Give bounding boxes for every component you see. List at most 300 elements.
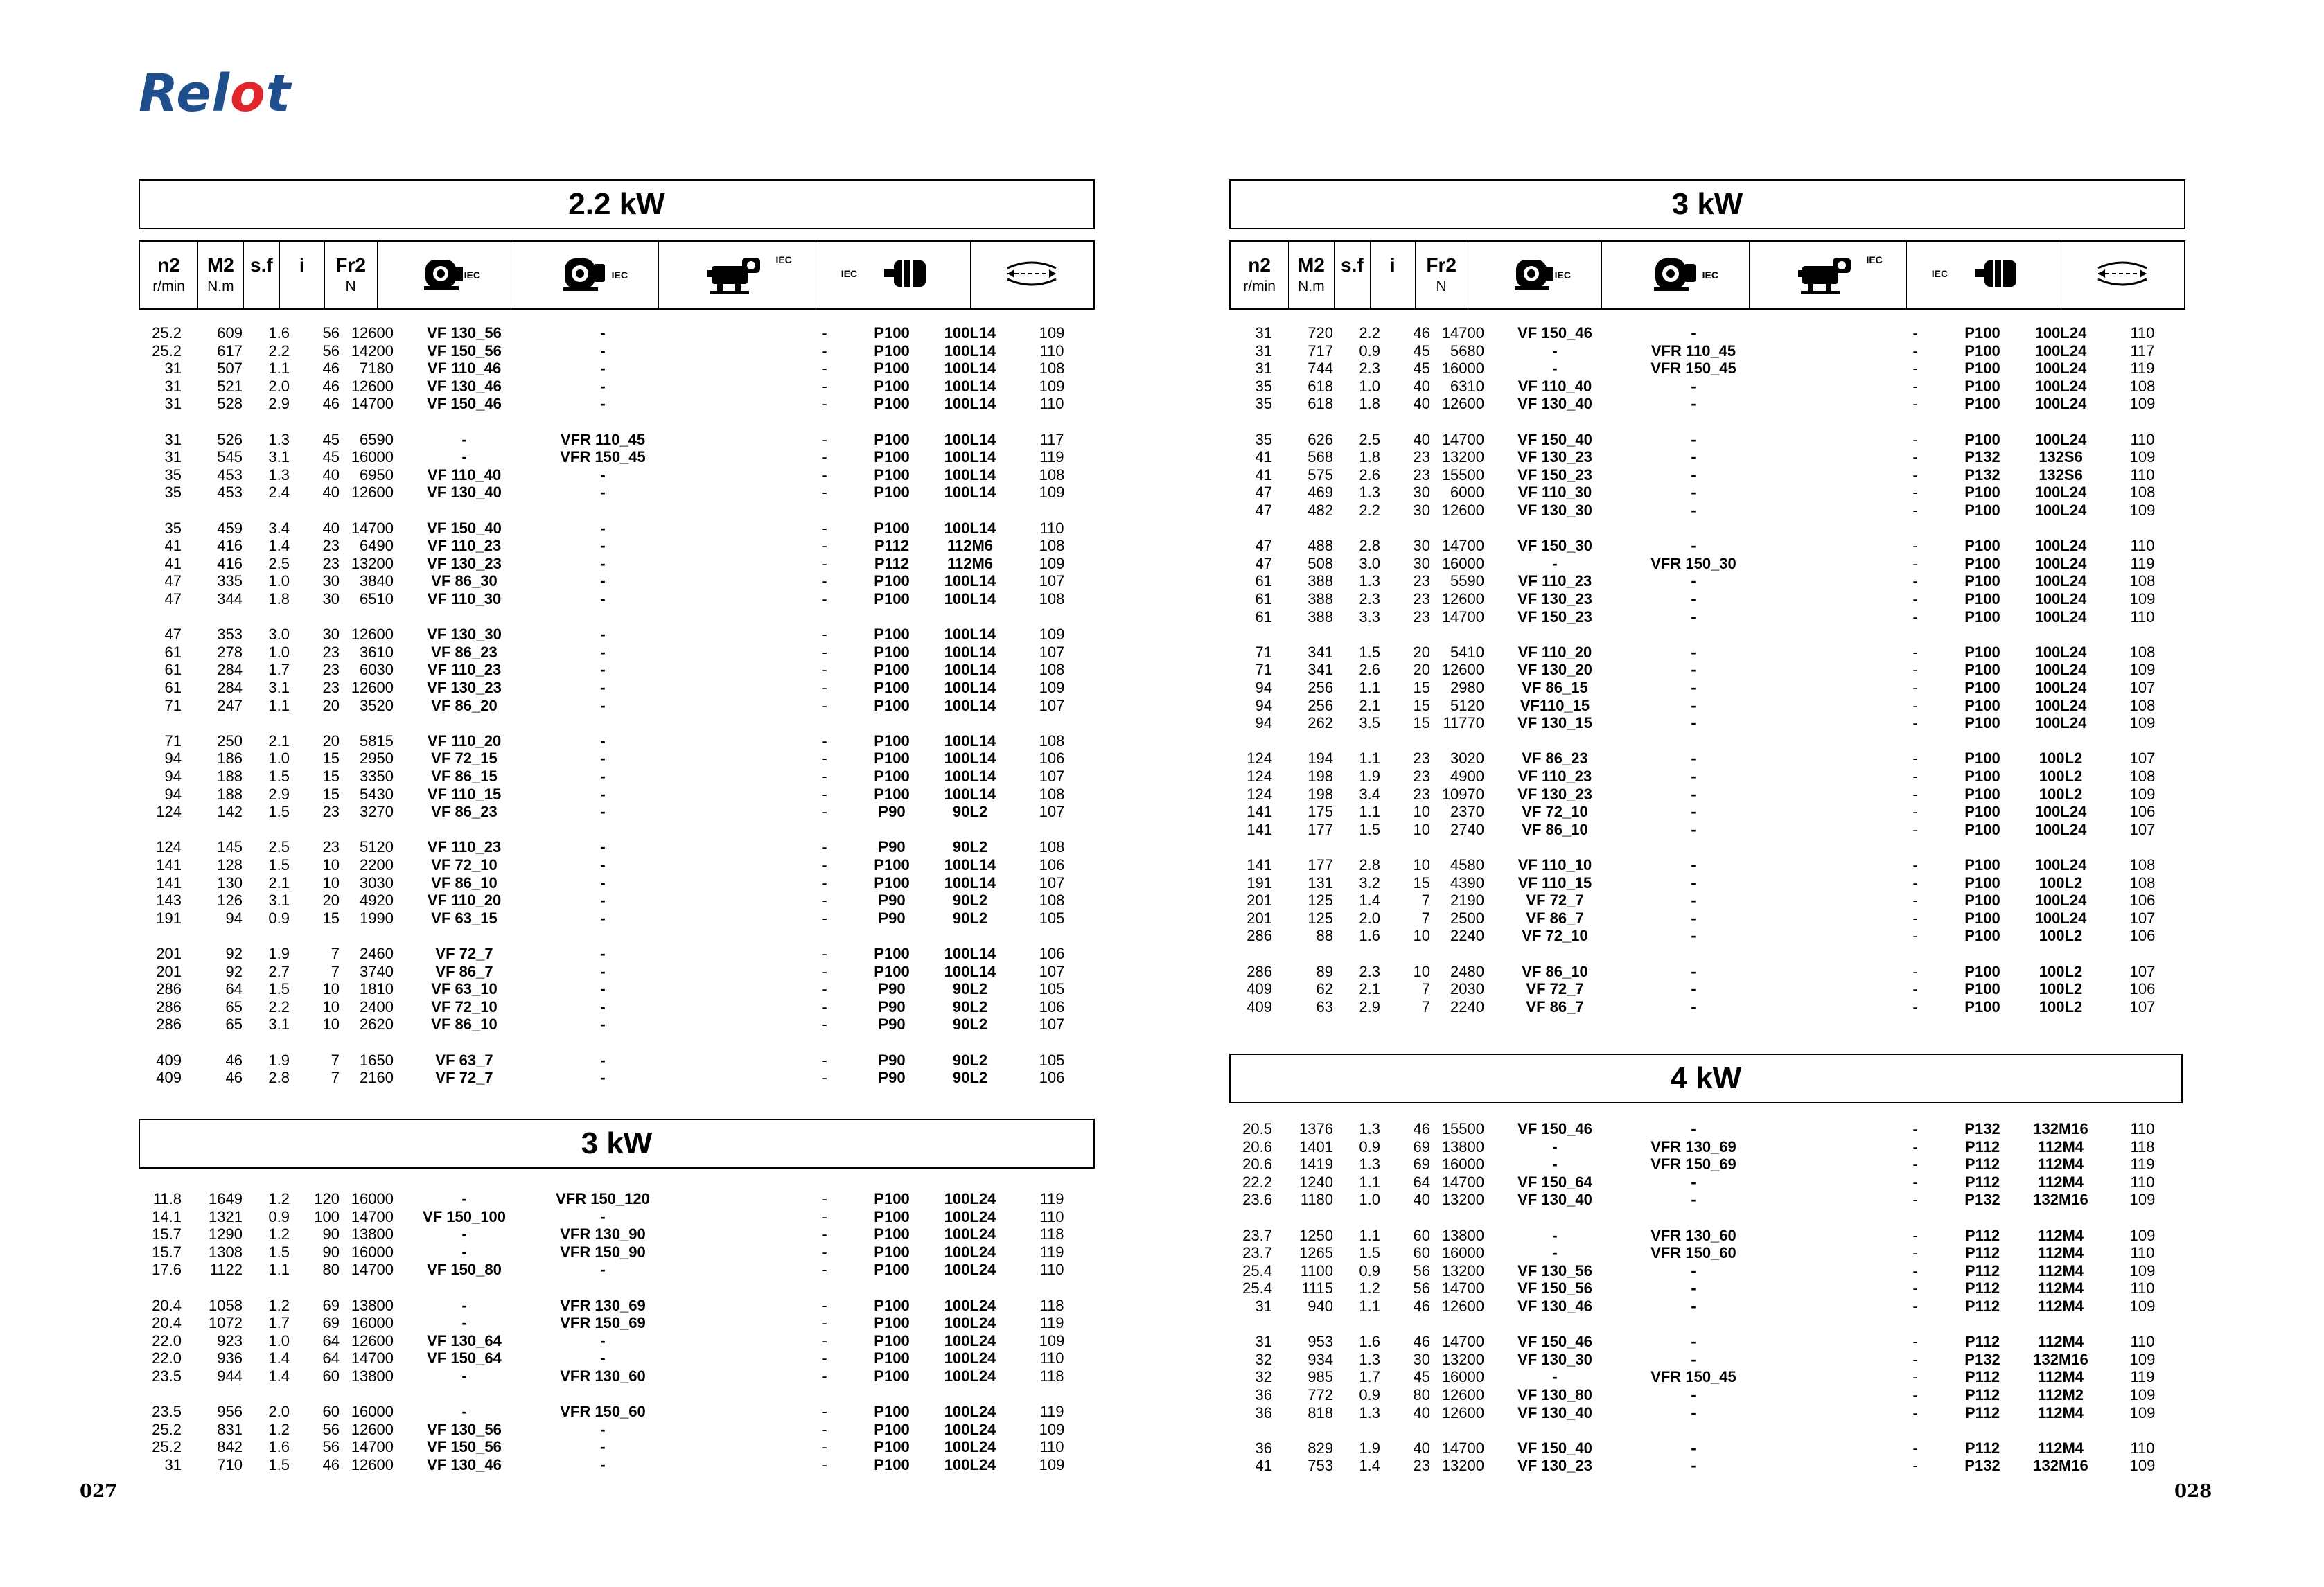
iec-flange-cell: P100 [874, 643, 910, 661]
n2-cell: 35 [164, 466, 182, 484]
fr2-cell: 5120 [1450, 696, 1484, 714]
m2-cell: 488 [1308, 537, 1333, 555]
page-ref-cell: 107 [1039, 874, 1065, 892]
n2-cell: 141 [156, 856, 182, 874]
foot-model-cell: - [822, 1403, 827, 1421]
motor-cell: 100L24 [2034, 714, 2087, 732]
ratio-symbol: i [299, 254, 305, 276]
table-row [1229, 360, 2183, 378]
fr2-cell: 13800 [1441, 1137, 1484, 1155]
sf-cell: 1.6 [268, 324, 290, 342]
page-ref-cell: 107 [2129, 750, 2156, 768]
vf-model-cell: VF 86_10 [431, 874, 498, 892]
n2-cell: 409 [156, 1051, 182, 1069]
n2-cell: 61 [1255, 608, 1272, 626]
motor-cell: 132M16 [2033, 1191, 2088, 1209]
ratio-cell: 23 [1413, 750, 1430, 768]
vfr-model-cell: - [1691, 679, 1696, 696]
iec-flange-cell: P100 [1964, 696, 2000, 714]
page-ref-cell: 110 [1039, 1438, 1064, 1456]
m2-cell: 831 [217, 1420, 243, 1438]
vfr-model-cell: - [1691, 1386, 1696, 1403]
table-row [139, 661, 1092, 679]
foot-model-cell: - [1912, 1333, 1918, 1351]
vf-model-cell: VF 150_100 [423, 1207, 506, 1225]
m2-cell: 126 [217, 892, 243, 910]
iec-flange-cell: P100 [874, 785, 910, 803]
vf-model-cell: VF 150_64 [427, 1349, 502, 1367]
foot-model-cell: - [822, 1207, 827, 1225]
motor-cell: 112M2 [2037, 1386, 2084, 1403]
sf-cell: 1.6 [1359, 927, 1380, 945]
vf-model-cell: VF 72_15 [431, 750, 498, 768]
ratio-cell: 45 [1413, 360, 1430, 378]
sf-symbol: s.f [250, 254, 273, 276]
m2-cell: 1419 [1299, 1155, 1333, 1173]
fr2-cell: 2500 [1450, 909, 1484, 927]
motor-cell: 100L24 [2034, 430, 2087, 448]
n2-cell: 61 [1255, 572, 1272, 590]
sf-cell: 1.5 [268, 1243, 290, 1261]
fr2-cell: 14700 [351, 1349, 394, 1367]
section-title-3kw-left: 3 kW [139, 1119, 1095, 1169]
page-ref-cell: 118 [1039, 1296, 1064, 1314]
table-row [1229, 750, 2183, 768]
fr2-cell: 14700 [351, 1261, 394, 1279]
page-ref-cell: 109 [1039, 626, 1065, 644]
foot-model-cell: - [1912, 360, 1918, 378]
motor-cell: 100L14 [944, 448, 996, 466]
motor-cell: 100L14 [944, 732, 996, 750]
page-ref-cell: 119 [2130, 360, 2155, 378]
n2-cell: 141 [1247, 803, 1272, 821]
page-ref-cell: 109 [1039, 377, 1065, 395]
m2-cell: 521 [217, 377, 243, 395]
m2-cell: 128 [217, 856, 243, 874]
motor-cell: 100L24 [2034, 590, 2087, 608]
n2-cell: 61 [164, 679, 182, 696]
m2-cell: 953 [1308, 1333, 1333, 1351]
fr2-cell: 2160 [360, 1069, 394, 1087]
sf-symbol: s.f [1341, 254, 1364, 276]
table-row [1229, 803, 2183, 821]
sf-cell: 0.9 [268, 1207, 290, 1225]
m2-symbol: M2 [1297, 254, 1325, 276]
motor-cell: 100L14 [944, 342, 996, 360]
ratio-cell: 7 [331, 1051, 340, 1069]
foot-model-cell: - [822, 696, 827, 714]
table-row [139, 1421, 1092, 1439]
ratio-cell: 7 [331, 1069, 340, 1087]
fr2-unit: N [345, 278, 356, 294]
n2-cell: 41 [164, 554, 182, 572]
vfr-model-cell: - [600, 1331, 606, 1349]
page-ref-cell: 119 [1039, 1403, 1064, 1421]
vf-model-cell: VF 130_56 [427, 1420, 502, 1438]
n2-cell: 17.6 [152, 1261, 182, 1279]
n2-cell: 22.0 [152, 1349, 182, 1367]
sf-cell: 2.5 [268, 838, 290, 856]
sf-cell: 1.3 [268, 430, 290, 448]
vfr-model-cell: VFR 150_69 [1650, 1155, 1736, 1173]
motor-cell: 100L24 [944, 1456, 996, 1473]
table-row [1229, 998, 2183, 1016]
foot-model-cell: - [822, 1367, 827, 1385]
motor-cell: 100L14 [944, 661, 996, 679]
table-row [139, 484, 1092, 502]
page-ref-cell: 109 [2129, 502, 2156, 519]
m2-cell: 198 [1308, 785, 1333, 803]
vf-model-cell: VF 72_10 [1522, 927, 1588, 945]
m2-cell: 1649 [209, 1190, 243, 1207]
table-row [1229, 1244, 2183, 1262]
motor-cell: 90L2 [952, 998, 988, 1016]
fr2-cell: 15500 [1441, 1120, 1484, 1137]
sf-cell: 2.8 [268, 1069, 290, 1087]
vfr-model-cell: - [1691, 785, 1696, 803]
fr2-cell: 12600 [1441, 661, 1484, 679]
fr2-cell: 16000 [1441, 1368, 1484, 1386]
foot-model-cell: - [822, 324, 827, 342]
foot-model-cell: - [822, 430, 827, 448]
vfr-model-cell: - [600, 892, 606, 910]
page-ref-cell: 109 [2129, 1191, 2156, 1209]
vfr-model-cell: - [1691, 608, 1696, 626]
iec-flange-cell: P90 [878, 1016, 906, 1034]
m2-cell: 416 [217, 554, 243, 572]
n2-cell: 47 [164, 572, 182, 590]
sf-cell: 1.9 [1359, 768, 1380, 785]
page-ref-cell: 110 [2130, 608, 2155, 626]
ratio-cell: 20 [1413, 661, 1430, 679]
vfr-model-cell: - [600, 395, 606, 413]
iec-flange-cell: P90 [878, 980, 906, 998]
motor-cell: 100L24 [2034, 502, 2087, 519]
motor-cell: 100L2 [2039, 998, 2083, 1016]
ratio-cell: 40 [322, 484, 340, 502]
page-ref-cell: 107 [1039, 1016, 1065, 1034]
table-row [139, 520, 1092, 538]
iec-flange-cell: P100 [874, 1243, 910, 1261]
page-ref-cell: 110 [2130, 466, 2155, 484]
m2-cell: 1321 [209, 1207, 243, 1225]
iec-flange-cell: P100 [874, 661, 910, 679]
fr2-cell: 13200 [1441, 1350, 1484, 1368]
m2-cell: 744 [1308, 360, 1333, 378]
vfr-model-cell: - [600, 643, 606, 661]
table-row [139, 537, 1092, 555]
fr2-cell: 2190 [1450, 892, 1484, 910]
table-row [1229, 1155, 2183, 1173]
vf-model-cell: VF 130_30 [1517, 502, 1592, 519]
vfr-model-cell: - [600, 998, 606, 1016]
table-row [139, 572, 1092, 590]
vf-model-cell: VF 72_7 [435, 1069, 493, 1087]
vf-model-cell: VF 150_23 [1517, 608, 1592, 626]
sf-cell: 2.3 [1359, 962, 1380, 980]
vf-model-cell: - [1552, 1368, 1558, 1386]
m2-cell: 256 [1308, 679, 1333, 696]
vfr-model-cell: - [600, 803, 606, 821]
iec-flange-cell: P132 [1964, 1191, 2000, 1209]
fr2-cell: 1810 [360, 980, 394, 998]
vfr-model-cell: - [1691, 466, 1696, 484]
page-ref-cell: 108 [2129, 856, 2156, 874]
vfr-model-cell: - [1691, 1439, 1696, 1457]
page-ref-cell: 108 [1039, 892, 1065, 910]
m2-cell: 956 [217, 1403, 243, 1421]
m2-cell: 934 [1308, 1350, 1333, 1368]
n2-cell: 191 [1247, 874, 1272, 892]
page-ref-cell: 106 [2129, 927, 2156, 945]
motor-cell: 100L24 [2034, 856, 2087, 874]
foot-model-cell: - [822, 962, 827, 980]
iec-flange-cell: P100 [874, 945, 910, 962]
page-ref-cell: 108 [2129, 572, 2156, 590]
motor-cell: 100L24 [944, 1367, 996, 1385]
vf-model-cell: VF 110_10 [1517, 856, 1592, 874]
m2-cell: 177 [1308, 820, 1333, 838]
foot-model-cell: - [822, 998, 827, 1016]
fr2-cell: 13800 [351, 1296, 394, 1314]
vfr-model-cell: - [1691, 980, 1696, 998]
n2-cell: 61 [1255, 590, 1272, 608]
vf-model-cell: VF 150_56 [427, 342, 502, 360]
ratio-cell: 46 [322, 377, 340, 395]
ratio-cell: 60 [1413, 1226, 1430, 1244]
motor-cell: 100L24 [944, 1225, 996, 1243]
iec-flange-cell: P100 [874, 696, 910, 714]
motor-cell: 100L14 [944, 324, 996, 342]
iec-flange-cell: P100 [1964, 803, 2000, 821]
m2-cell: 194 [1308, 750, 1333, 768]
fr2-cell: 12600 [351, 626, 394, 644]
motor-cell: 112M6 [947, 554, 994, 572]
vf-model-cell: - [461, 1296, 467, 1314]
iec-flange-cell: P90 [878, 998, 906, 1016]
vf-model-cell: VF110_15 [1520, 696, 1590, 714]
iec-flange-cell: P100 [874, 750, 910, 768]
n2-cell: 31 [1255, 1297, 1272, 1315]
fr2-cell: 12600 [1441, 1403, 1484, 1421]
foot-model-cell: - [1912, 661, 1918, 679]
n2-cell: 201 [1247, 892, 1272, 910]
foot-mounted-gearbox-column-header [1749, 242, 1906, 308]
fr2-cell: 2240 [1450, 998, 1484, 1016]
m2-cell: 710 [217, 1456, 243, 1473]
vfr-model-cell: - [1691, 892, 1696, 910]
motor-cell: 100L14 [944, 466, 996, 484]
n2-cell: 20.4 [152, 1296, 182, 1314]
foot-model-cell: - [822, 1225, 827, 1243]
vfr-model-cell: VFR 130_60 [1650, 1226, 1736, 1244]
vf-model-cell: VF 86_23 [431, 643, 498, 661]
vfr-model-cell: - [1691, 874, 1696, 892]
ratio-cell: 7 [1421, 998, 1430, 1016]
iec-flange-cell: P90 [878, 892, 906, 910]
m2-cell: 568 [1308, 448, 1333, 466]
vf-model-cell: VF 72_10 [431, 856, 498, 874]
foot-model-cell: - [822, 856, 827, 874]
vf-model-cell: VF 150_40 [1517, 430, 1592, 448]
motor-cell: 112M4 [2037, 1333, 2084, 1351]
table-row [1229, 1457, 2183, 1475]
vf-model-cell: VF 86_10 [1522, 820, 1588, 838]
foot-model-cell: - [1912, 1120, 1918, 1137]
vfr-model-cell: VFR 110_45 [1650, 342, 1736, 360]
page-number-right: 028 [2174, 1481, 2212, 1502]
n2-cell: 20.5 [1242, 1120, 1272, 1137]
sf-cell: 1.0 [268, 572, 290, 590]
ratio-cell: 46 [1413, 1297, 1430, 1315]
m2-cell: 94 [225, 909, 243, 927]
n2-cell: 35 [164, 484, 182, 502]
table-row [139, 378, 1092, 396]
vf-model-cell: - [1552, 1155, 1558, 1173]
page-ref-cell: 108 [2129, 377, 2156, 395]
iec-label: IEC [1866, 254, 1883, 265]
logo-accent-letter: o [229, 64, 266, 123]
sf-cell: 2.9 [1359, 998, 1380, 1016]
foot-model-cell: - [1912, 1173, 1918, 1191]
page-ref-cell: 110 [2130, 1120, 2155, 1137]
sf-cell: 2.9 [268, 785, 290, 803]
iec-flange-cell: P100 [874, 395, 910, 413]
fr2-cell: 12600 [351, 377, 394, 395]
motor-cell: 100L2 [2039, 750, 2083, 768]
iec-flange-cell: P132 [1964, 448, 2000, 466]
fr2-cell: 12600 [1441, 1297, 1484, 1315]
helical-worm-gearbox-vfr-column-header [511, 242, 658, 308]
m2-cell: 388 [1308, 608, 1333, 626]
m2-cell: 575 [1308, 466, 1333, 484]
n2-cell: 94 [164, 785, 182, 803]
table-row [1229, 644, 2183, 662]
ratio-cell: 15 [322, 768, 340, 785]
foot-model-cell: - [822, 803, 827, 821]
fr2-cell: 14700 [1441, 537, 1484, 555]
vf-model-cell: VF 130_20 [1517, 661, 1592, 679]
iec-flange-cell: P112 [874, 537, 910, 555]
worm-gearbox-vf-column-header [377, 242, 511, 308]
vf-model-cell: VF 130_46 [1517, 1297, 1592, 1315]
sf-cell: 1.5 [268, 980, 290, 998]
n2-cell: 286 [156, 998, 182, 1016]
iec-flange-cell: P100 [1964, 572, 2000, 590]
foot-model-cell: - [1912, 1368, 1918, 1386]
m2-cell: 92 [225, 962, 243, 980]
n2-cell: 409 [1247, 980, 1272, 998]
m2-cell: 1115 [1301, 1279, 1333, 1297]
n2-cell: 286 [156, 1016, 182, 1034]
ratio-cell: 10 [322, 1016, 340, 1034]
fr2-cell: 16000 [1441, 554, 1484, 572]
table-row [139, 998, 1092, 1016]
iec-flange-cell: P100 [1964, 430, 2000, 448]
vf-model-cell: - [461, 1190, 467, 1207]
sf-cell: 1.7 [268, 661, 290, 679]
ratio-cell: 15 [322, 785, 340, 803]
ratio-column-header [1370, 242, 1414, 308]
sf-cell: 1.3 [1359, 1120, 1380, 1137]
n2-cell: 124 [1247, 750, 1272, 768]
sf-cell: 1.4 [268, 537, 290, 555]
table-row [1229, 608, 2183, 626]
vfr-model-cell: VFR 130_60 [560, 1367, 646, 1385]
page-number-left: 027 [80, 1481, 118, 1502]
ratio-cell: 15 [1413, 679, 1430, 696]
iec-flange-cell: P90 [878, 1069, 906, 1087]
vfr-model-cell: - [1691, 714, 1696, 732]
motor-cell: 100L24 [944, 1314, 996, 1332]
page-ref-cell: 107 [1039, 643, 1065, 661]
iec-flange-cell: P100 [1964, 980, 2000, 998]
page-ref-cell: 109 [2129, 785, 2156, 803]
sf-cell: 1.5 [268, 803, 290, 821]
ratio-cell: 69 [322, 1314, 340, 1332]
foot-model-cell: - [822, 732, 827, 750]
sf-cell: 1.1 [268, 360, 290, 378]
table-row [1229, 786, 2183, 804]
iec-flange-cell: P100 [874, 874, 910, 892]
fr2-cell: 13800 [351, 1225, 394, 1243]
motor-cell: 100L24 [944, 1243, 996, 1261]
motor-cell: 100L14 [944, 856, 996, 874]
vf-model-cell: VF 130_30 [1517, 1350, 1592, 1368]
vfr-model-cell: - [600, 360, 606, 378]
vf-model-cell: VF 110_23 [1517, 572, 1592, 590]
table-row [1229, 537, 2183, 555]
page-ref-cell: 119 [2130, 554, 2155, 572]
foot-model-cell: - [822, 360, 827, 378]
m2-cell: 353 [217, 626, 243, 644]
iec-flange-cell: P100 [874, 1367, 910, 1385]
vf-model-cell: VF 130_23 [1517, 448, 1592, 466]
motor-cell: 100L24 [2034, 608, 2087, 626]
vfr-model-cell: - [600, 1261, 606, 1279]
page-ref-cell: 108 [2129, 643, 2156, 661]
motor-cell: 90L2 [952, 909, 988, 927]
vf-model-cell: VF 110_30 [1517, 484, 1592, 502]
iec-flange-cell: P112 [874, 554, 910, 572]
iec-flange-cell: P100 [874, 962, 910, 980]
n2-cell: 15.7 [152, 1225, 182, 1243]
m2-cell: 65 [225, 998, 243, 1016]
ratio-cell: 60 [322, 1403, 340, 1421]
n2-cell: 35 [1255, 430, 1272, 448]
ratio-cell: 15 [1413, 714, 1430, 732]
ratio-cell: 56 [322, 1420, 340, 1438]
vfr-model-cell: - [600, 626, 606, 644]
vf-model-cell: VF 130_40 [1517, 1403, 1592, 1421]
ratio-cell: 46 [322, 395, 340, 413]
fr2-cell: 12600 [1441, 395, 1484, 413]
page-ref-cell: 110 [1039, 342, 1064, 360]
page-ref-cell: 108 [2129, 874, 2156, 892]
iec-flange-cell: P112 [1964, 1403, 2000, 1421]
vf-model-cell: VF 130_30 [427, 626, 502, 644]
ratio-cell: 15 [322, 909, 340, 927]
table-row [1229, 1138, 2183, 1156]
fr2-cell: 14700 [1441, 430, 1484, 448]
ratio-cell: 30 [322, 572, 340, 590]
page-ref-cell: 109 [1039, 1331, 1065, 1349]
table-row [1229, 821, 2183, 839]
table-row [1229, 1386, 2183, 1404]
page-ref-cell: 109 [1039, 1420, 1065, 1438]
vf-model-cell: VF 110_23 [427, 838, 502, 856]
ratio-cell: 10 [322, 874, 340, 892]
